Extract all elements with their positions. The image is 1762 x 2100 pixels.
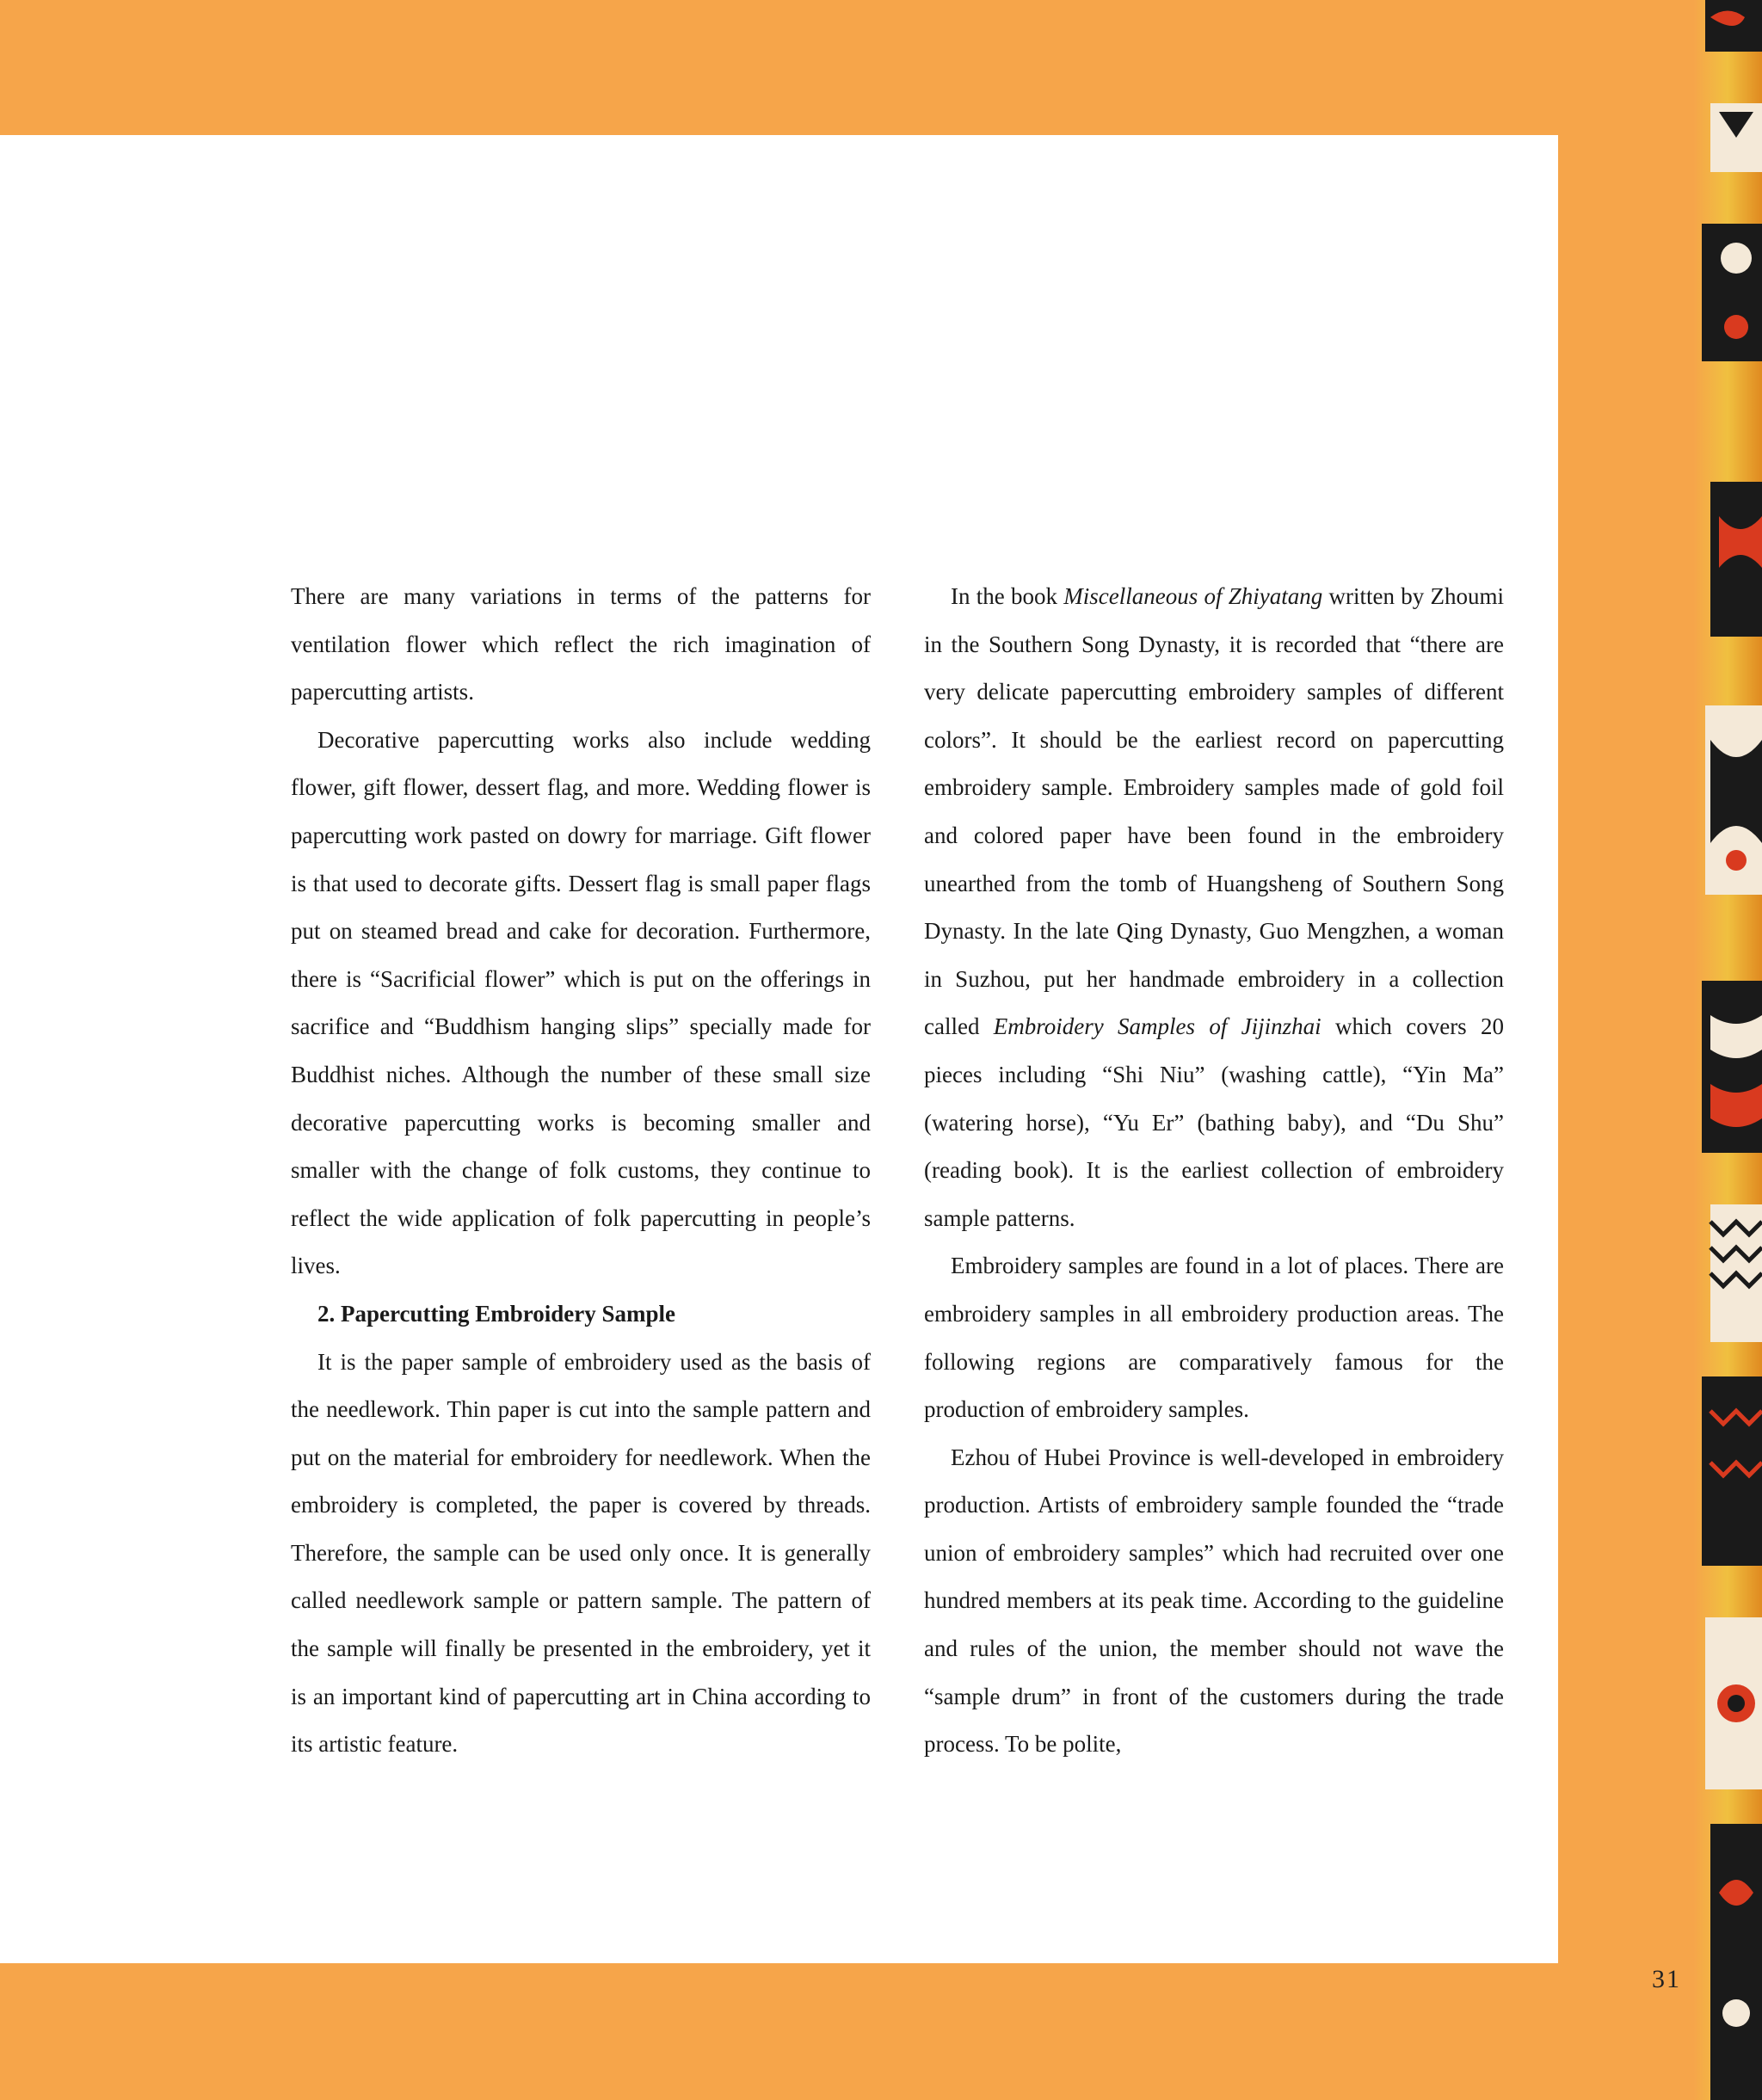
papercut-ornament-image: [1693, 0, 1762, 2100]
papercut-ornament-border: [1693, 0, 1762, 2100]
left-text-column: [291, 573, 871, 1769]
book-title-italic: Embroidery Samples of Jijinzhai: [993, 1013, 1322, 1040]
section-heading: 2. Papercutting Embroidery Sample: [317, 1300, 675, 1327]
text-run: In the book: [951, 583, 1064, 609]
right-paragraph-3: Ezhou of Hubei Province is well-developed in embroidery production. Artists of embroidery sample founded the “trade union of embroidery samples” which had recruited over one hundred members at its peak time. According to the guideline and rules of the union, the member should not wave the “sample drum” in front of the customers during the trade process. To be polite,: [924, 1444, 1504, 1758]
right-paragraph-2: Embroidery samples are found in a lot of places. There are embroidery samples in all embroidery production areas. The following regions are comparatively famous for the production of embroidery samples.: [924, 1253, 1504, 1423]
book-title-italic: Miscellaneous of Zhiyatang: [1063, 583, 1323, 609]
left-paragraph-3: It is the paper sample of embroidery used as the basis of the needlework. Thin paper is cut into the sample pattern and put on the material for embroidery for needlework. When the embroidery is completed, the paper is covered by threads. Therefore, the sample can be used only once. It is generally called needlework sample or pattern sample. The pattern of the sample will finally be presented in the embroidery, yet it is an important kind of papercutting art in China according to its artistic feature.: [291, 1348, 871, 1758]
right-paragraph-1: [924, 573, 1504, 1242]
text-run: written by Zhoumi in the Southern Song Dynasty, it is recorded that “there are very delicate papercutting embroidery samples of different colors”. It should be the earliest record on papercutting embroidery sample. Embroidery samples made of gold foil and colored paper have been found in the embroidery unearthed from the tomb of Huangsheng of Southern Song Dynasty. In the late Qing Dynasty, Guo Mengzhen, a woman in Suzhou, put her handmade embroidery in a collection called: [924, 583, 1504, 1040]
right-text-column: [924, 573, 1504, 1769]
left-paragraph-2: Decorative papercutting works also include wedding flower, gift flower, dessert flag, and more. Wedding flower is papercutting work pasted on dowry for marriage. Gift flower is that used to decorate gifts. Dessert flag is small paper flags put on steamed bread and cake for decoration. Furthermore, there is “Sacrificial flower” which is put on the offerings in sacrifice and “Buddhism hanging slips” specially made for Buddhist niches. Although the number of these small size decorative papercutting works is becoming smaller and smaller with the change of folk customs, they continue to reflect the wide application of folk papercutting in people’s lives.: [291, 726, 871, 1279]
text-run: which covers 20 pieces including “Shi Niu” (washing cattle), “Yin Ma” (watering horse), “Yu Er” (bathing baby), and “Du Shu” (reading book). It is the earliest collection of embroidery sample patterns.: [924, 1013, 1504, 1231]
left-paragraph-1: There are many variations in terms of the patterns for ventilation flower which reflect the rich imagination of papercutting artists.: [291, 583, 871, 705]
page-number: 31: [1652, 1965, 1681, 1993]
